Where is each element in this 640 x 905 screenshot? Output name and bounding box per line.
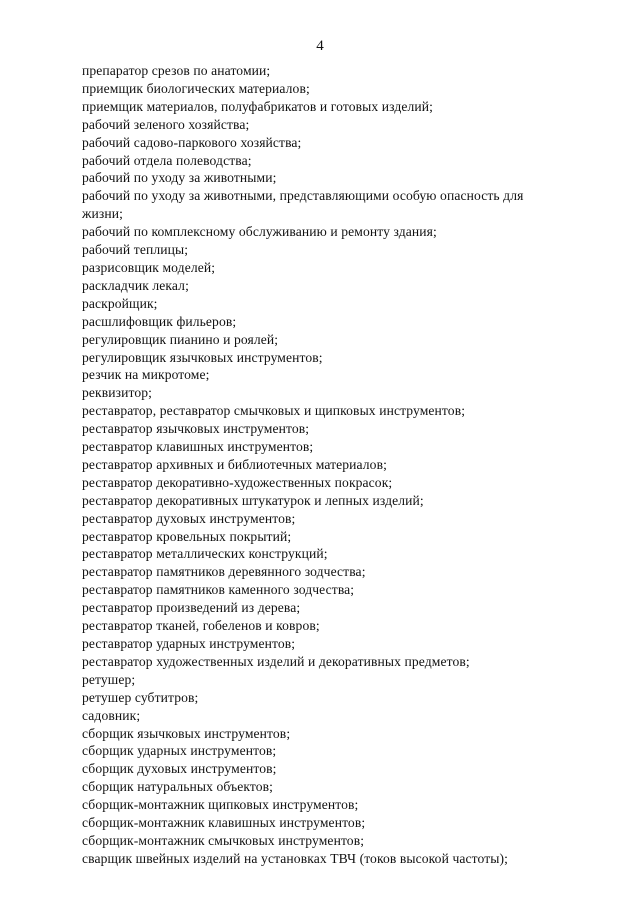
profession-line: жизни; bbox=[82, 206, 123, 222]
profession-line: рабочий зеленого хозяйства; bbox=[82, 116, 250, 132]
profession-line: реставратор декоративных штукатурок и лепных изделий; bbox=[82, 492, 424, 508]
profession-line: раскладчик лекал; bbox=[82, 277, 189, 293]
profession-line: сварщик швейных изделий на установках ТВЧ (токов высокой частоты); bbox=[82, 850, 509, 866]
profession-line: реставратор, реставратор смычковых и щипковых инструментов; bbox=[82, 403, 466, 419]
profession-line: реставратор архивных и библиотечных материалов; bbox=[82, 456, 387, 472]
profession-line: приемщик биологических материалов; bbox=[82, 80, 310, 96]
profession-line: реставратор металлических конструкций; bbox=[82, 546, 328, 562]
profession-line: резчик на микротоме; bbox=[82, 367, 210, 383]
profession-line: приемщик материалов, полуфабрикатов и готовых изделий; bbox=[82, 98, 434, 114]
profession-line: регулировщик пианино и роялей; bbox=[82, 331, 279, 347]
profession-line: рабочий садово-паркового хозяйства; bbox=[82, 134, 302, 150]
profession-line: регулировщик язычковых инструментов; bbox=[82, 349, 323, 365]
profession-line: реставратор памятников деревянного зодчества; bbox=[82, 564, 366, 580]
profession-line: сборщик-монтажник смычковых инструментов; bbox=[82, 832, 365, 848]
profession-line: сборщик натуральных объектов; bbox=[82, 779, 274, 795]
profession-line: сборщик-монтажник клавишных инструментов; bbox=[82, 815, 366, 831]
profession-line: ретушер субтитров; bbox=[82, 689, 199, 705]
profession-line: сборщик ударных инструментов; bbox=[82, 743, 277, 759]
profession-line: садовник; bbox=[82, 707, 141, 723]
profession-line: сборщик-монтажник щипковых инструментов; bbox=[82, 797, 359, 813]
profession-line: реставратор язычковых инструментов; bbox=[82, 421, 310, 437]
profession-list bbox=[82, 62, 602, 868]
profession-line: реставратор памятников каменного зодчества; bbox=[82, 582, 355, 598]
profession-line: сборщик язычковых инструментов; bbox=[82, 725, 291, 741]
profession-line: рабочий теплицы; bbox=[82, 242, 189, 258]
profession-line: ретушер; bbox=[82, 671, 136, 687]
profession-line: реставратор произведений из дерева; bbox=[82, 600, 301, 616]
profession-line: реставратор художественных изделий и декоративных предметов; bbox=[82, 653, 470, 669]
profession-line: рабочий отдела полеводства; bbox=[82, 152, 252, 168]
profession-line: реставратор тканей, гобеленов и ковров; bbox=[82, 618, 320, 634]
profession-line: реквизитор; bbox=[82, 385, 153, 401]
profession-line: реставратор ударных инструментов; bbox=[82, 636, 296, 651]
profession-line: реставратор духовых инструментов; bbox=[82, 510, 296, 526]
profession-line: разрисовщик моделей; bbox=[82, 259, 216, 275]
profession-line: расшлифовщик фильеров; bbox=[82, 313, 237, 329]
profession-line: реставратор клавишных инструментов; bbox=[82, 439, 314, 455]
page-number: 4 bbox=[316, 38, 324, 54]
profession-line: рабочий по уходу за животными; bbox=[82, 170, 277, 186]
profession-line: реставратор декоративно-художественных покрасок; bbox=[82, 474, 393, 490]
profession-line: реставратор кровельных покрытий; bbox=[82, 528, 292, 544]
profession-line: препаратор срезов по анатомии; bbox=[82, 63, 271, 78]
profession-line: сборщик духовых инструментов; bbox=[82, 761, 277, 777]
profession-line: рабочий по уходу за животными, представляющими особую опасность для bbox=[82, 188, 524, 204]
profession-line: раскройщик; bbox=[82, 295, 158, 311]
profession-line: рабочий по комплексному обслуживанию и ремонту здания; bbox=[82, 224, 437, 240]
